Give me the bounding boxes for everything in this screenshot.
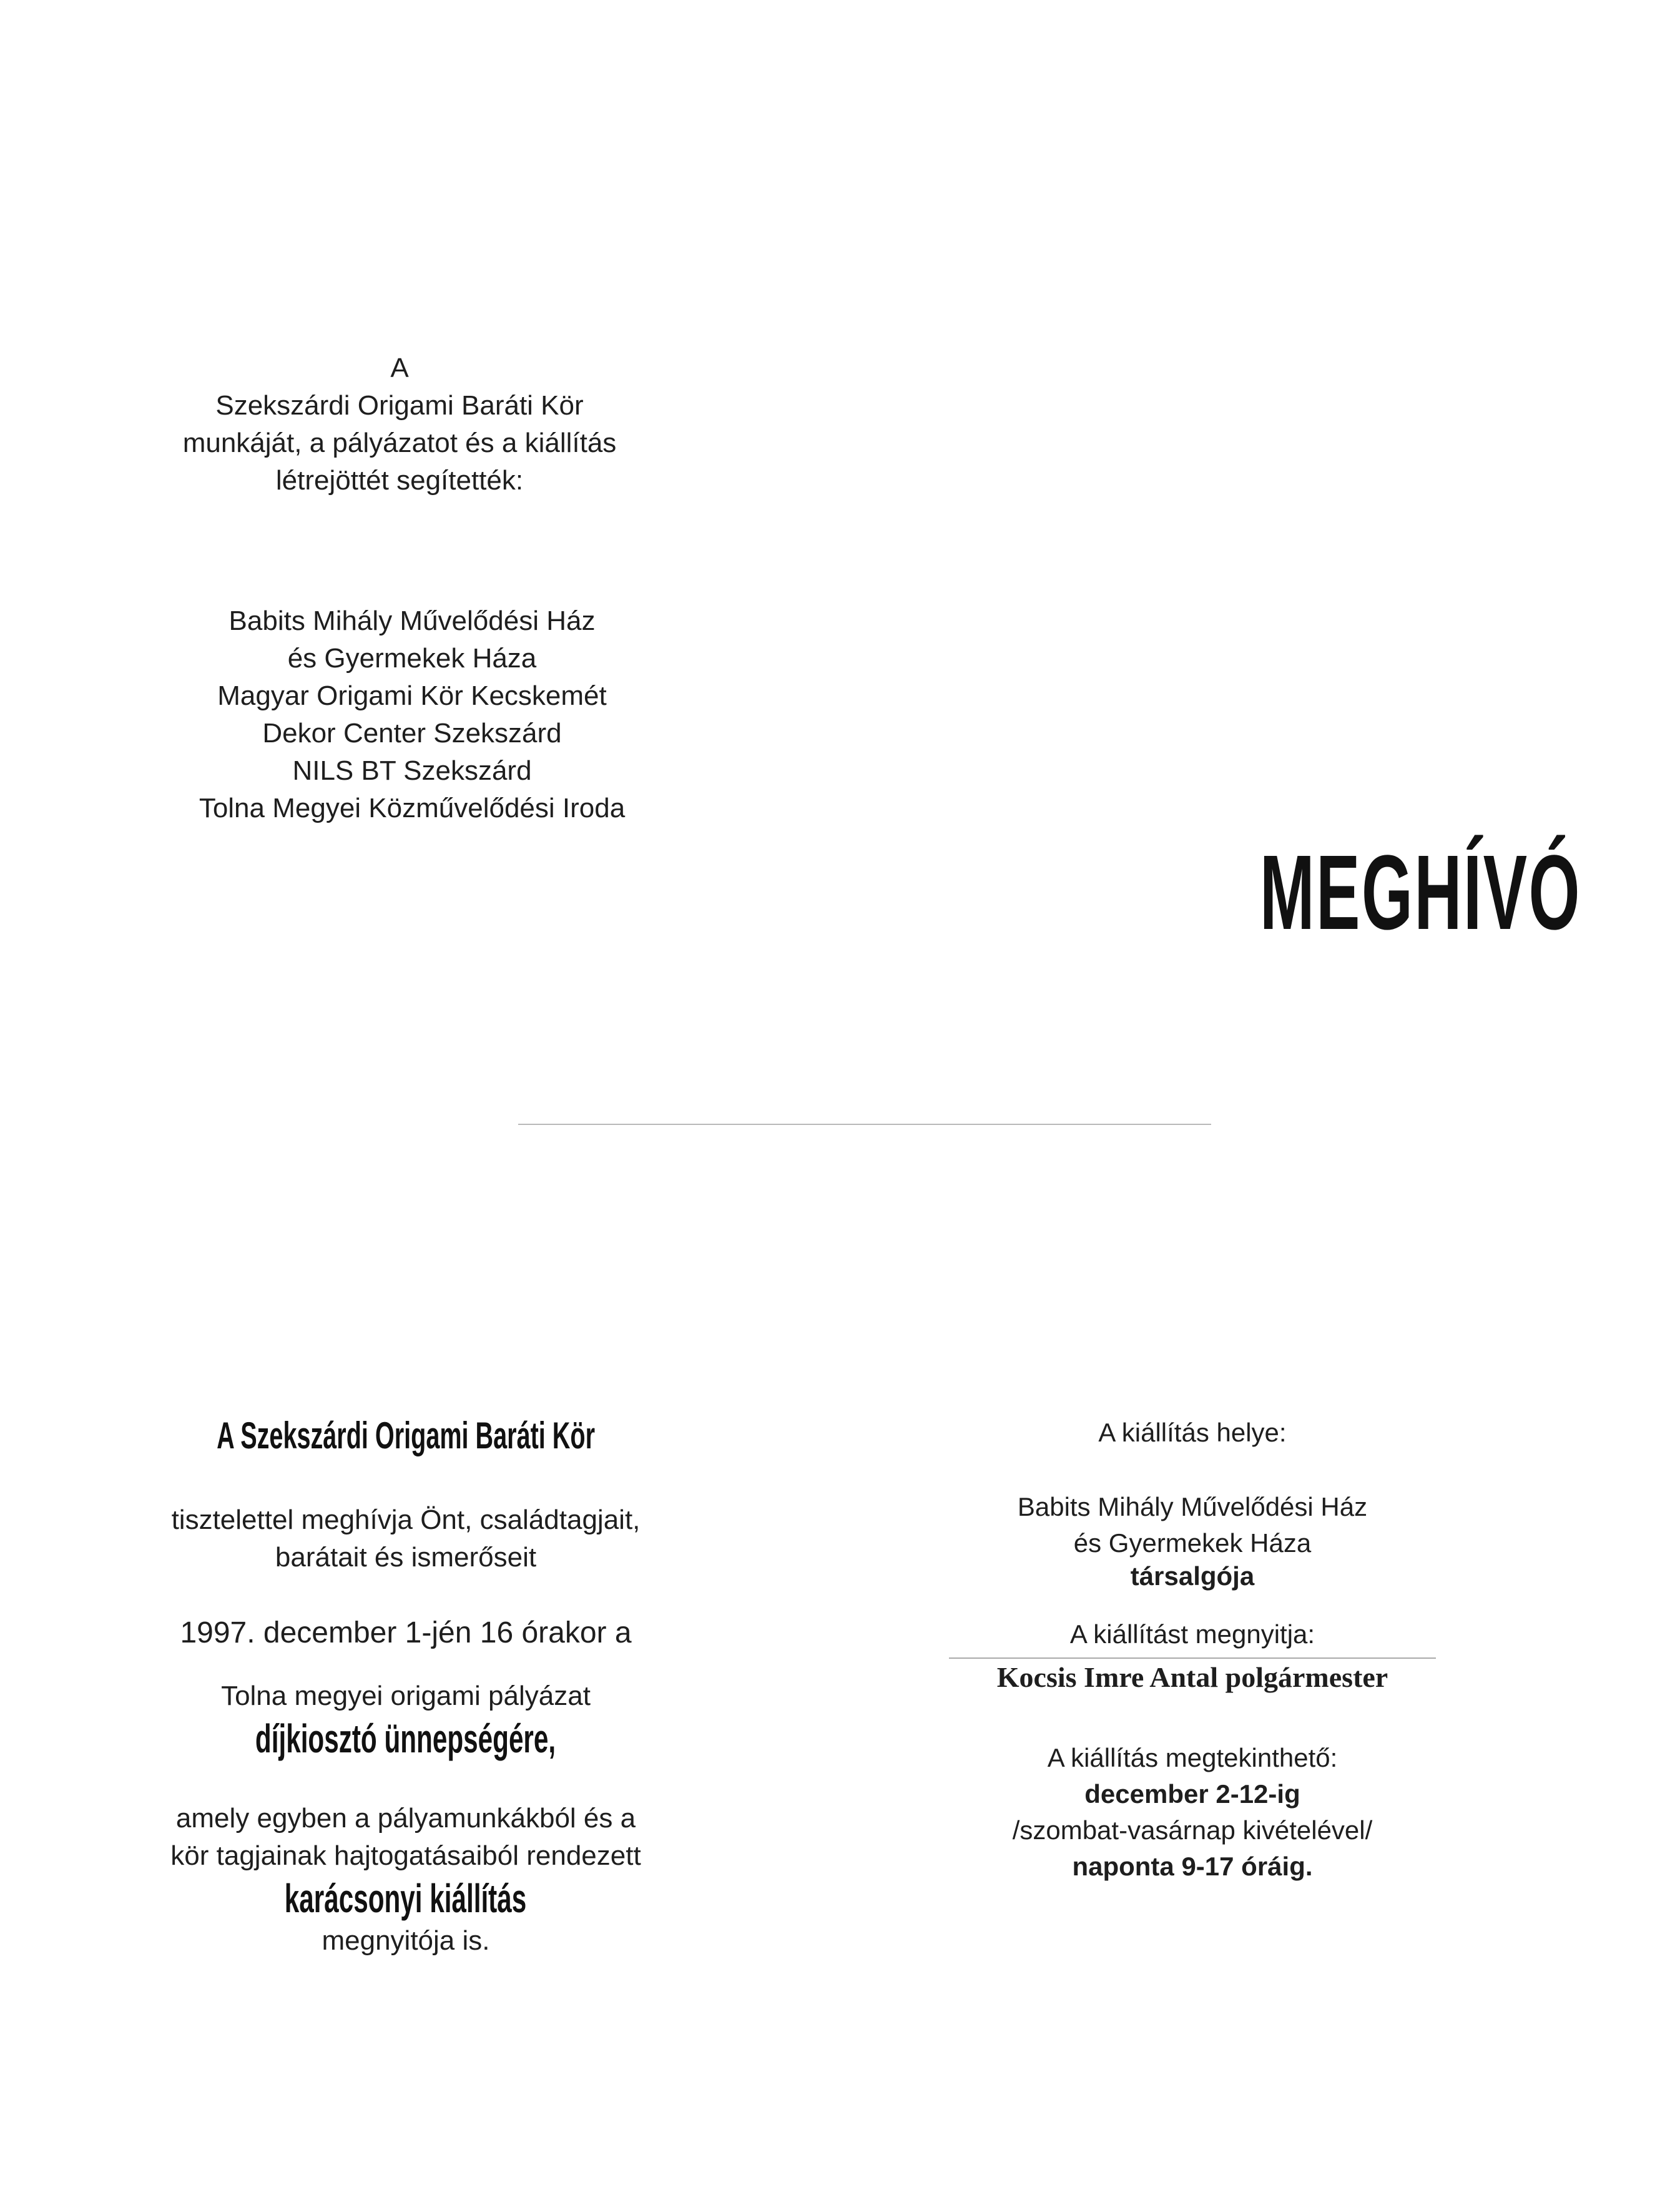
invitation-closing: megnyitója is. [322,1925,490,1956]
viewing-dates: december 2-12-ig [1084,1779,1300,1809]
venue-panel [955,1414,1430,1885]
cover-title: MEGHÍVÓ [1259,833,1581,952]
invitation-desc-line: kör tagjainak hajtogatásaiból rendezett [170,1840,641,1871]
supporter-item: Magyar Origami Kör Kecskemét [217,680,607,711]
invitation-date: 1997. december 1-jén 16 órakor a [180,1616,632,1649]
viewing-hours: naponta 9-17 óráig. [1072,1852,1313,1881]
supporter-item: NILS BT Szekszárd [292,755,532,786]
supporter-item: Dekor Center Szekszárd [262,718,562,749]
invitation-text-line: tisztelettel meghívja Önt, családtagjait, [171,1505,641,1535]
intro-line: A [390,353,409,383]
cover-title-wrap [1161,833,1581,952]
intro-line: Szekszárdi Origami Baráti Kör [215,390,584,421]
venue-room: társalgója [1130,1561,1255,1591]
invitation-exhibition: karácsonyi kiállítás [285,1876,527,1921]
invitation-description [112,1800,699,1875]
supporter-item: és Gyermekek Háza [287,643,537,674]
supporters-intro [144,350,656,499]
invitation-text-line: barátait és ismerőseit [275,1542,537,1573]
invitation-contest: Tolna megyei origami pályázat [221,1681,591,1711]
supporter-item: Tolna Megyei Közművelődési Iroda [199,793,626,823]
invitation-heading: A Szekszárdi Origami Baráti Kör [217,1415,595,1456]
venue-label: A kiállítás helye: [1098,1418,1287,1447]
supporter-item: Babits Mihály Művelődési Ház [228,606,596,636]
invitation-text [112,1501,699,1576]
venue-place-line: Babits Mihály Művelődési Ház [1017,1492,1368,1521]
opener-label: A kiállítást megnyitja: [1069,1619,1315,1649]
opener-divider [949,1657,1436,1659]
venue-place-line: és Gyermekek Háza [1073,1528,1312,1558]
opener-name: Kocsis Imre Antal polgármester [996,1661,1388,1693]
invitation-ceremony: díjkiosztó ünnepségére, [255,1716,556,1761]
invitation-desc-line: amely egyben a pályamunkákból és a [175,1803,636,1834]
intro-line: létrejöttét segítették: [275,465,524,496]
fold-line [518,1124,1211,1125]
venue-place [955,1489,1430,1561]
invitation-panel [112,1414,699,1960]
intro-line: munkáját, a pályázatot és a kiállítás [182,428,617,458]
viewing-exception: /szombat-vasárnap kivételével/ [1012,1815,1373,1845]
viewing-label: A kiállítás megtekinthető: [1047,1743,1338,1772]
supporters-list [144,602,680,827]
